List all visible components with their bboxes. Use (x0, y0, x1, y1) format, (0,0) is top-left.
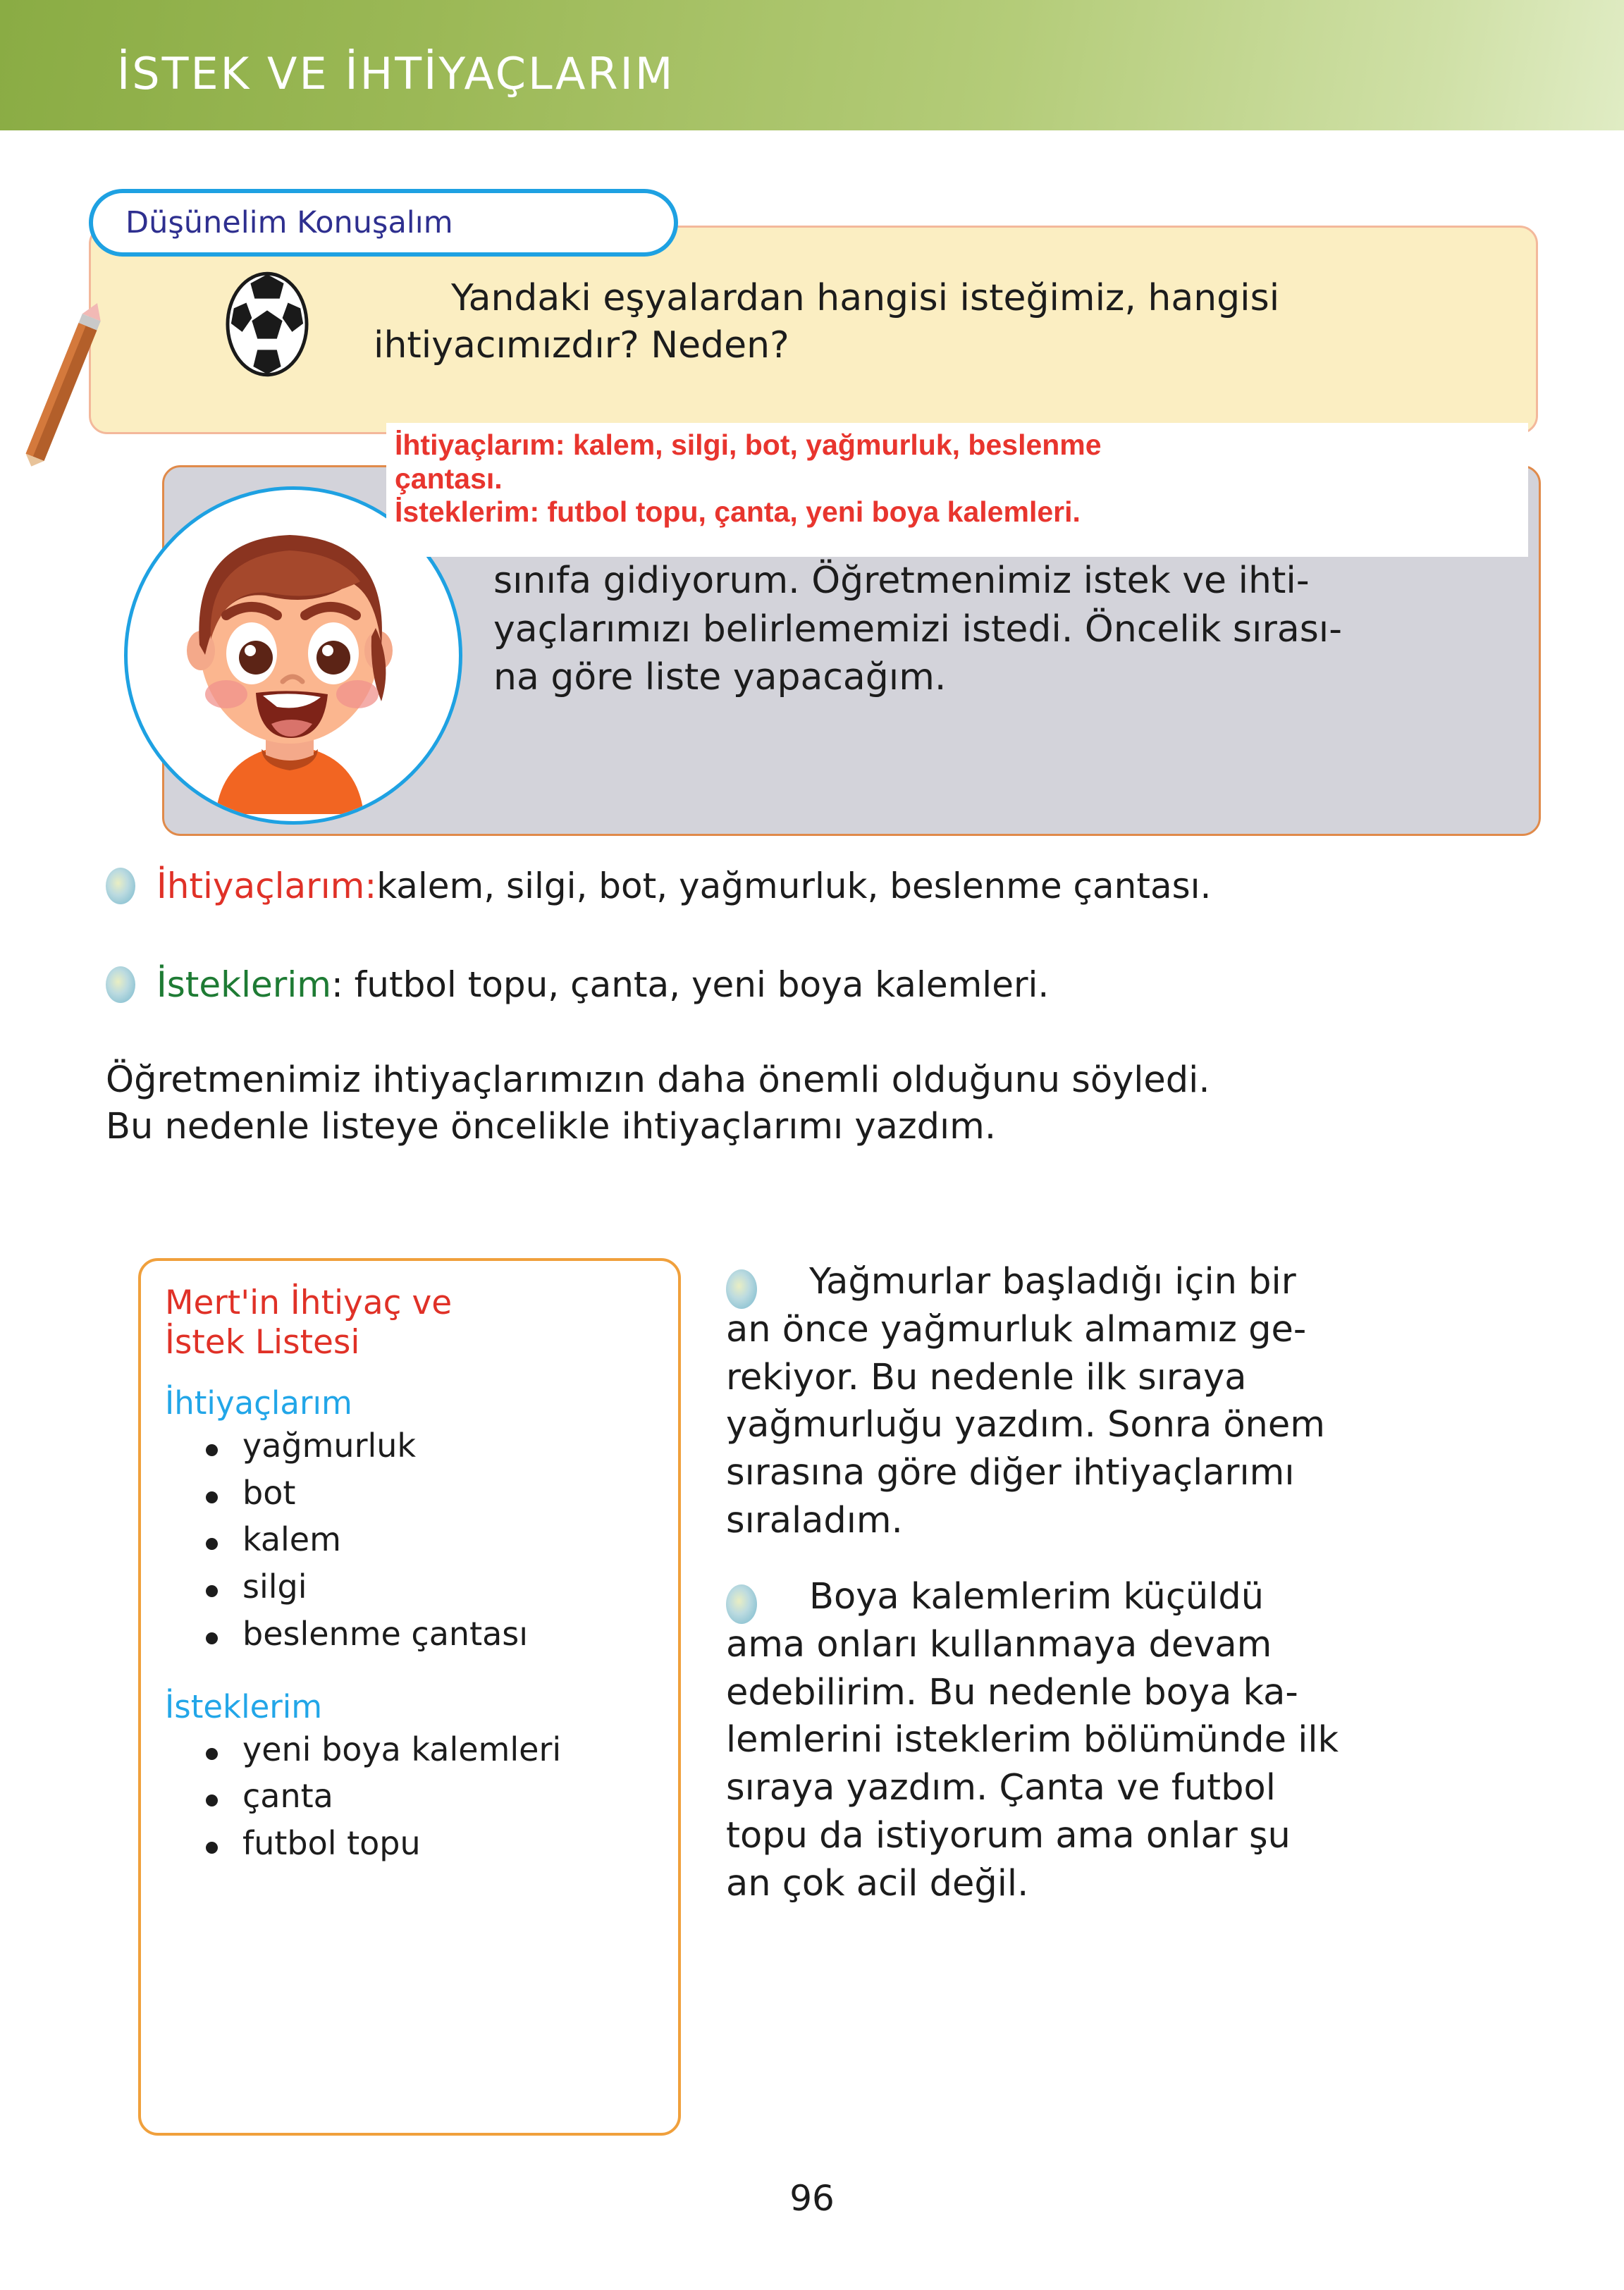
red-line-2: çantası. (395, 462, 503, 495)
list-needs-items (165, 1426, 654, 1653)
main-paragraph (106, 1057, 1508, 1151)
right-column (726, 1258, 1494, 1936)
right-paragraph-2 (726, 1573, 1494, 1908)
rc2-line-2: ama onları kullanmaya devam (726, 1623, 1272, 1666)
rc2-line-1: Boya kalemlerim küçüldü (809, 1575, 1265, 1618)
rc2-line-5: sıraya yazdım. Çanta ve futbol (726, 1767, 1276, 1809)
bullet-needs (106, 866, 1515, 906)
list-wants-items (165, 1732, 654, 1861)
question-line-1: Yandaki eşyalardan hangisi isteğimiz, hangisi (451, 277, 1280, 319)
soccer-ball-icon (226, 271, 309, 377)
speech-line-3: na göre liste yapacağım. (493, 656, 947, 699)
list-title-line-1: Mert'in İhtiyaç ve (165, 1283, 453, 1322)
mert-list-box (138, 1258, 681, 2136)
list-item: beslenme çantası (206, 1617, 654, 1651)
list-item: futbol topu (206, 1826, 654, 1861)
red-line-3: İsteklerim: futbol topu, çanta, yeni boya kalemleri. (395, 495, 1081, 529)
bullet-wants-label: İsteklerim (156, 964, 331, 1005)
list-item: bot (206, 1476, 654, 1510)
list-item: çanta (206, 1779, 654, 1814)
list-wants-heading: İsteklerim (165, 1687, 323, 1725)
blue-dot-icon (106, 966, 135, 1003)
rc1-line-1: Yağmurlar başladığı için bir (809, 1261, 1296, 1303)
list-needs-heading: İhtiyaçlarım (165, 1384, 352, 1422)
blue-dot-icon (726, 1269, 757, 1309)
speech-line-2: yaçlarımızı belirlememizi istedi. Öncelik sırası- (493, 608, 1342, 651)
list-item: yağmurluk (206, 1429, 654, 1463)
section-label-text: Düşünelim Konuşalım (125, 205, 453, 240)
speech-line-1: sınıfa gidiyorum. Öğretmenimiz istek ve ihti- (493, 560, 1310, 602)
blue-dot-icon (106, 868, 135, 904)
list-item: silgi (206, 1570, 654, 1604)
section-label-pill (89, 189, 678, 257)
list-title-line-2: İstek Listesi (165, 1323, 360, 1362)
rc1-line-3: rekiyor. Bu nedenle ilk sıraya (726, 1356, 1247, 1398)
rc2-line-6: topu da istiyorum ama onlar şu (726, 1815, 1291, 1857)
blue-dot-icon (726, 1584, 757, 1624)
page-title: İSTEK VE İHTİYAÇLARIM (117, 48, 675, 99)
paragraph-line-2: Bu nedenle listeye öncelikle ihtiyaçlarımı yazdım. (106, 1106, 997, 1148)
red-line-1: İhtiyaçlarım: kalem, silgi, bot, yağmurluk, beslenme (395, 429, 1102, 461)
rc1-line-2: an önce yağmurluk almamız ge- (726, 1308, 1307, 1350)
rc2-line-4: lemlerini isteklerim bölümünde ilk (726, 1719, 1339, 1761)
rc2-line-3: edebilirim. Bu nedenle boya ka- (726, 1671, 1298, 1713)
rc1-line-4: yağmurluğu yazdım. Sonra önem (726, 1404, 1325, 1446)
rc2-line-7: an çok acil değil. (726, 1862, 1029, 1904)
rc1-line-5: sırasına göre diğer ihtiyaçlarımı (726, 1452, 1295, 1494)
rc1-line-6: sıraladım. (726, 1500, 903, 1542)
speech-bubble-text (493, 557, 1508, 702)
question-text (374, 275, 1431, 369)
right-paragraph-1 (726, 1258, 1494, 1545)
paragraph-line-1: Öğretmenimiz ihtiyaçlarımızın daha önemli olduğunu söyledi. (106, 1059, 1210, 1101)
question-line-2: ihtiyacımızdır? Neden? (374, 324, 789, 367)
red-annotation-overlay (386, 423, 1528, 557)
list-box-title (165, 1283, 654, 1363)
bullet-needs-label: İhtiyaçlarım: (156, 866, 377, 906)
bullet-wants (106, 964, 1515, 1005)
bullet-needs-value: kalem, silgi, bot, yağmurluk, beslenme çantası. (376, 866, 1212, 906)
page-number: 96 (789, 2178, 835, 2219)
list-item: yeni boya kalemleri (206, 1732, 654, 1767)
list-item: kalem (206, 1522, 654, 1557)
bullet-wants-value: : futbol topu, çanta, yeni boya kalemleri. (331, 964, 1050, 1005)
